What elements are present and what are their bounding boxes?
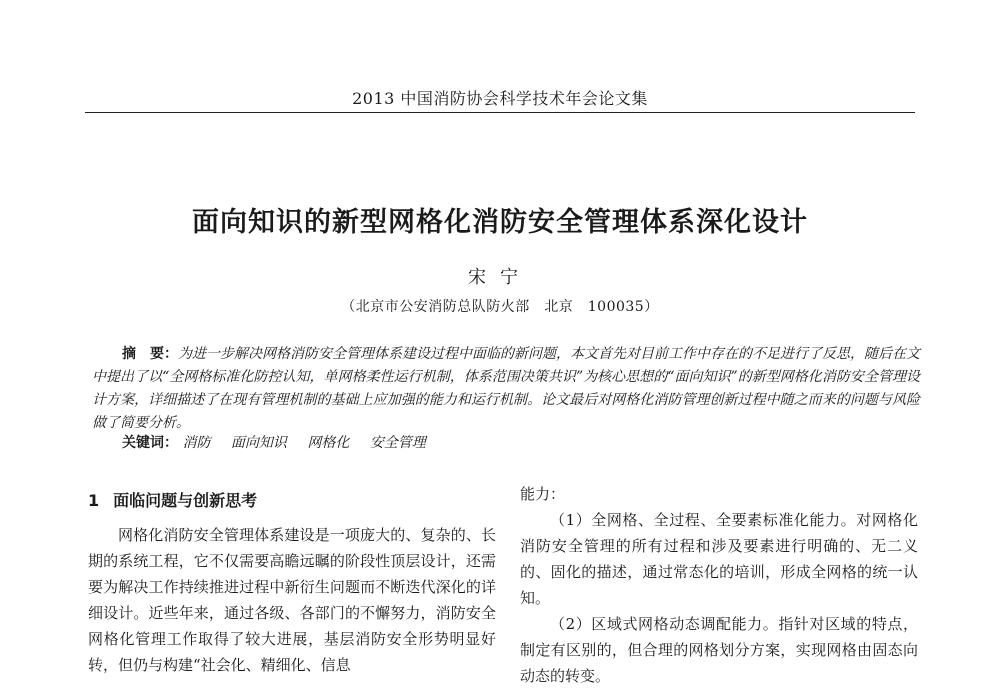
- abstract-text: 为进一步解决网格消防安全管理体系建设过程中面临的新问题，本文首先对目前工作中存在的不足进行了反思，随后在文中提出了以“全网格标准化防控认知，单网格柔性运行机制，体系范围决策共识”为核心思想的“面向知识”的新型网格化消防安全管理设计方案，详细描述了在现有管理机制的基础上应加强的能力和运行机制。论文最后对网格化消防管理创新过程中随之而来的问题与风险做了简要分析。: [92, 346, 920, 431]
- running-header: 2013 中国消防协会科学技术年会论文集: [352, 89, 648, 108]
- keyword-item: 面向知识: [230, 435, 287, 451]
- right-column: [520, 481, 918, 689]
- keyword-item: 消防: [182, 435, 211, 451]
- keywords: [122, 432, 442, 452]
- keyword-item: 网格化: [307, 435, 350, 451]
- keyword-item: 安全管理: [369, 435, 426, 451]
- list-item: （2）区域式网格动态调配能力。指针对区域的特点，制定有区别的，但合理的网格划分方案，实现网格由固态向动态的转变。: [520, 615, 918, 685]
- header-rule: [85, 112, 915, 113]
- section-heading: [88, 488, 496, 514]
- paper-title: 面向知识的新型网格化消防安全管理体系深化设计: [192, 207, 808, 238]
- author-affiliation: （北京市公安消防总队防火部 北京 100035）: [341, 299, 659, 315]
- author-name: 宋宁: [468, 267, 532, 288]
- section-title: 面临问题与创新思考: [113, 491, 258, 510]
- list-item: （1）全网格、全过程、全要素标准化能力。对网格化消防安全管理的所有过程和涉及要素进行明确的、无二义的、固化的描述，通过常态化的培训，形成全网格的统一认知。: [520, 511, 918, 607]
- left-column: [88, 488, 496, 678]
- keywords-label: 关键词：: [122, 435, 178, 451]
- abstract-label: 摘 要：: [122, 346, 178, 362]
- abstract: [92, 343, 920, 435]
- section-number: 1: [88, 491, 100, 510]
- body-paragraph-lead: 能力：: [520, 485, 566, 503]
- body-paragraph: 网格化消防安全管理体系建设是一项庞大的、复杂的、长期的系统工程，它不仅需要高瞻远瞩的阶段性顶层设计，还需要为解决工作持续推进过程中新衍生问题而不断迭代深化的详细设计。近些年来，通过各级、各部门的不懈努力，消防安全网格化管理工作取得了较大进展，基层消防安全形势明显好转，但仍与构建“社会化、精细化、信息: [88, 526, 496, 674]
